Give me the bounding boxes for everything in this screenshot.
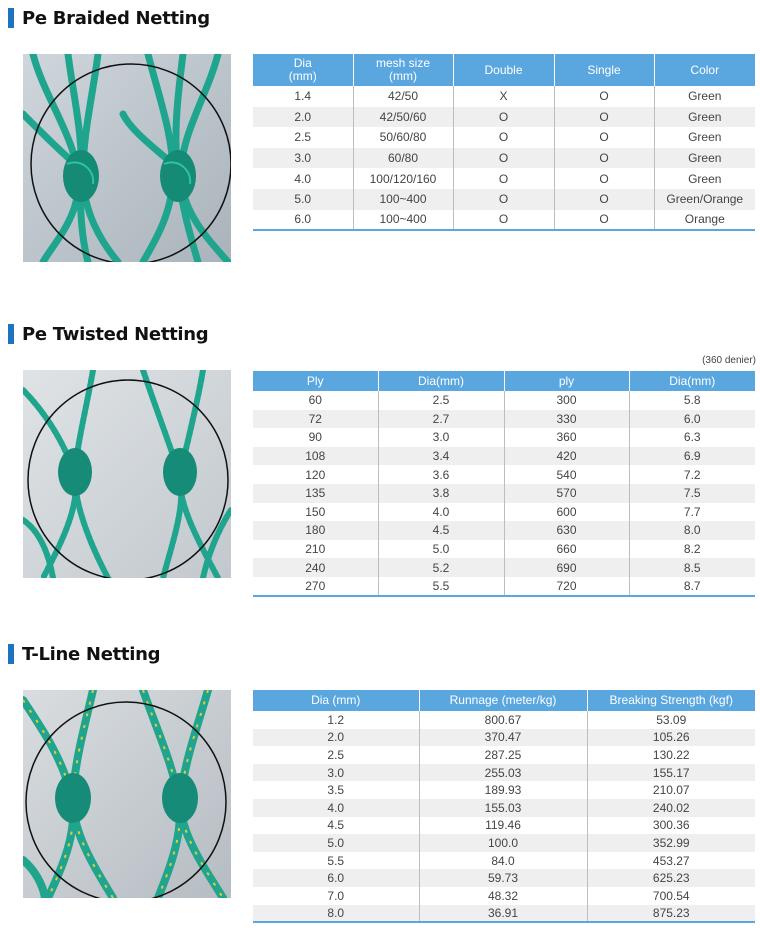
- header-runnage: Runnage (meter/kg): [419, 690, 587, 711]
- table-cell: 210.07: [587, 781, 755, 799]
- section-title-braided: [8, 6, 210, 30]
- table-cell: 5.0: [253, 834, 419, 852]
- table-row: [253, 764, 755, 782]
- section-heading: Pe Braided Netting: [22, 7, 210, 29]
- title-marker: [8, 324, 14, 344]
- section-heading: Pe Twisted Netting: [22, 323, 209, 345]
- table-cell: 100~400: [353, 210, 453, 231]
- table-cell: O: [554, 127, 654, 148]
- table-cell: 3.0: [253, 148, 353, 169]
- table-cell: 570: [504, 484, 629, 503]
- table-row: [253, 711, 755, 729]
- table-cell: O: [453, 107, 554, 128]
- table-cell: 50/60/80: [353, 127, 453, 148]
- table-cell: 6.0: [253, 210, 353, 231]
- table-row: [253, 558, 755, 577]
- table-row: [253, 86, 755, 107]
- table-cell: 4.0: [378, 503, 504, 522]
- table-cell: 60/80: [353, 148, 453, 169]
- table-cell: 4.0: [253, 799, 419, 817]
- table-cell: 240.02: [587, 799, 755, 817]
- header-dia: Dia (mm): [253, 690, 419, 711]
- table-cell: 6.0: [253, 869, 419, 887]
- table-cell: Orange: [654, 210, 755, 231]
- table-cell: O: [453, 148, 554, 169]
- tline-netting-photo: [23, 690, 231, 898]
- header-double: Double: [453, 54, 554, 86]
- table-cell: 300: [504, 391, 629, 410]
- table-row: [253, 410, 755, 429]
- braided-spec-table: [253, 54, 755, 231]
- table-cell: 2.5: [294, 130, 312, 145]
- table-cell: 53.09: [587, 711, 755, 729]
- title-marker: [8, 644, 14, 664]
- table-cell: 8.7: [629, 577, 755, 596]
- table-cell: 155.03: [419, 799, 587, 817]
- table-cell: 3.6: [378, 465, 504, 484]
- table-cell: 1.4: [294, 89, 312, 104]
- table-row: [253, 521, 755, 540]
- table-cell: 72: [253, 410, 378, 429]
- table-cell: 135: [253, 484, 378, 503]
- table-row: [253, 869, 755, 887]
- table-cell: 5.2: [378, 558, 504, 577]
- table-cell: 2.7: [378, 410, 504, 429]
- table-cell: 36.91: [419, 905, 587, 923]
- header-dia: Dia (mm): [253, 54, 353, 86]
- table-cell: 352.99: [587, 834, 755, 852]
- table-cell: 540: [504, 465, 629, 484]
- table-cell: 6.3: [629, 428, 755, 447]
- table-cell: 600: [504, 503, 629, 522]
- table-row: [253, 503, 755, 522]
- table-row: [253, 189, 755, 210]
- table-row: [253, 577, 755, 596]
- table-cell: 180: [253, 521, 378, 540]
- table-cell: 6.0: [629, 410, 755, 429]
- table-cell: O: [453, 210, 554, 231]
- table-cell: 2.5: [378, 391, 504, 410]
- table-cell: O: [554, 189, 654, 210]
- table-cell: 4.5: [327, 818, 345, 833]
- table-cell: 690: [504, 558, 629, 577]
- table-cell: O: [554, 86, 654, 107]
- table-row: [253, 834, 755, 852]
- table-cell: 700.54: [587, 887, 755, 905]
- table-cell: 105.26: [587, 729, 755, 747]
- table-row: [253, 905, 755, 923]
- table-cell: 130.22: [587, 746, 755, 764]
- table-cell: Green/Orange: [654, 189, 755, 210]
- table-cell: 8.0: [629, 521, 755, 540]
- braided-netting-photo: [23, 54, 231, 262]
- table-cell: 100~400: [353, 189, 453, 210]
- table-row: [253, 887, 755, 905]
- table-cell: 189.93: [419, 781, 587, 799]
- table-cell: 5.0: [378, 540, 504, 559]
- table-cell: 5.8: [629, 391, 755, 410]
- table-row: [253, 447, 755, 466]
- table-cell: 4.0: [294, 171, 312, 186]
- table-cell: 3.0: [253, 764, 419, 782]
- twisted-netting-photo: [23, 370, 231, 578]
- table-row: [253, 127, 755, 148]
- header-ply-2: ply: [504, 371, 629, 391]
- table-row: [253, 465, 755, 484]
- table-cell: 2.0: [253, 729, 419, 747]
- header-breaking-strength: Breaking Strength (kgf): [587, 690, 755, 711]
- table-cell: 255.03: [419, 764, 587, 782]
- table-cell: Green: [654, 148, 755, 169]
- table-cell: 100.0: [419, 834, 587, 852]
- table-cell: 3.0: [378, 428, 504, 447]
- table-cell: O: [453, 189, 554, 210]
- table-cell: 3.5: [327, 783, 345, 798]
- table-cell: 5.5: [378, 577, 504, 596]
- table-cell: 42/50: [353, 86, 453, 107]
- header-color: Color: [654, 54, 755, 86]
- table-cell: 5.0: [253, 189, 353, 210]
- table-cell: 453.27: [587, 852, 755, 870]
- header-mesh-size: mesh size (mm): [353, 54, 453, 86]
- table-row: [253, 210, 755, 231]
- table-cell: 210: [305, 542, 326, 557]
- table-cell: 8.0: [253, 905, 419, 923]
- tline-spec-table: [253, 690, 755, 923]
- table-cell: 875.23: [587, 905, 755, 923]
- section-title-tline: [8, 642, 160, 666]
- table-row: [253, 107, 755, 128]
- table-cell: 42/50/60: [353, 107, 453, 128]
- header-ply: Ply: [253, 371, 378, 391]
- table-cell: 625.23: [587, 869, 755, 887]
- header-dia-2: Dia(mm): [629, 371, 755, 391]
- title-marker: [8, 8, 14, 28]
- table-cell: 48.32: [419, 887, 587, 905]
- table-row: [253, 540, 755, 559]
- table-cell: 90: [308, 430, 322, 445]
- table-cell: 2.0: [253, 107, 353, 128]
- denier-note: (360 denier): [702, 355, 756, 366]
- table-cell: 270: [253, 577, 378, 596]
- twisted-spec-table: [253, 371, 755, 597]
- table-cell: 119.46: [419, 817, 587, 835]
- table-cell: O: [554, 210, 654, 231]
- table-cell: 7.2: [629, 465, 755, 484]
- table-cell: 8.2: [629, 540, 755, 559]
- table-cell: O: [554, 148, 654, 169]
- table-cell: 7.5: [629, 484, 755, 503]
- table-row: [253, 781, 755, 799]
- table-row: [253, 746, 755, 764]
- table-cell: 3.4: [378, 447, 504, 466]
- table-cell: X: [453, 86, 554, 107]
- table-cell: 150: [305, 504, 326, 519]
- table-cell: O: [453, 127, 554, 148]
- table-cell: 8.5: [629, 558, 755, 577]
- table-row: [253, 428, 755, 447]
- table-cell: 3.8: [378, 484, 504, 503]
- table-cell: 800.67: [419, 711, 587, 729]
- section-heading: T-Line Netting: [22, 643, 161, 665]
- table-cell: 4.5: [378, 521, 504, 540]
- table-cell: 660: [504, 540, 629, 559]
- header-single: Single: [554, 54, 654, 86]
- table-cell: Green: [654, 168, 755, 189]
- table-cell: 59.73: [419, 869, 587, 887]
- table-cell: 5.5: [327, 853, 345, 868]
- table-row: [253, 799, 755, 817]
- table-cell: 240: [253, 558, 378, 577]
- table-cell: 370.47: [419, 729, 587, 747]
- table-cell: 6.9: [629, 447, 755, 466]
- header-dia: Dia(mm): [378, 371, 504, 391]
- section-title-twisted: [8, 322, 208, 346]
- table-cell: 100/120/160: [353, 168, 453, 189]
- table-cell: 300.36: [587, 817, 755, 835]
- table-cell: 360: [504, 428, 629, 447]
- table-cell: 720: [504, 577, 629, 596]
- table-row: [253, 484, 755, 503]
- table-cell: 108: [253, 447, 378, 466]
- table-cell: O: [554, 168, 654, 189]
- table-row: [253, 817, 755, 835]
- table-cell: 630: [504, 521, 629, 540]
- table-cell: Green: [654, 127, 755, 148]
- table-cell: 155.17: [587, 764, 755, 782]
- table-cell: 60: [308, 393, 322, 408]
- table-cell: 2.5: [327, 747, 345, 762]
- table-cell: 1.2: [327, 712, 345, 727]
- table-row: [253, 852, 755, 870]
- table-cell: 120: [305, 467, 326, 482]
- table-row: [253, 148, 755, 169]
- table-cell: 7.7: [629, 503, 755, 522]
- table-cell: O: [554, 107, 654, 128]
- table-cell: 84.0: [419, 852, 587, 870]
- table-cell: 7.0: [327, 888, 345, 903]
- table-row: [253, 168, 755, 189]
- table-cell: 420: [504, 447, 629, 466]
- table-cell: 330: [504, 410, 629, 429]
- table-cell: Green: [654, 86, 755, 107]
- table-cell: Green: [654, 107, 755, 128]
- table-cell: O: [453, 168, 554, 189]
- table-row: [253, 391, 755, 410]
- table-row: [253, 729, 755, 747]
- table-cell: 287.25: [419, 746, 587, 764]
